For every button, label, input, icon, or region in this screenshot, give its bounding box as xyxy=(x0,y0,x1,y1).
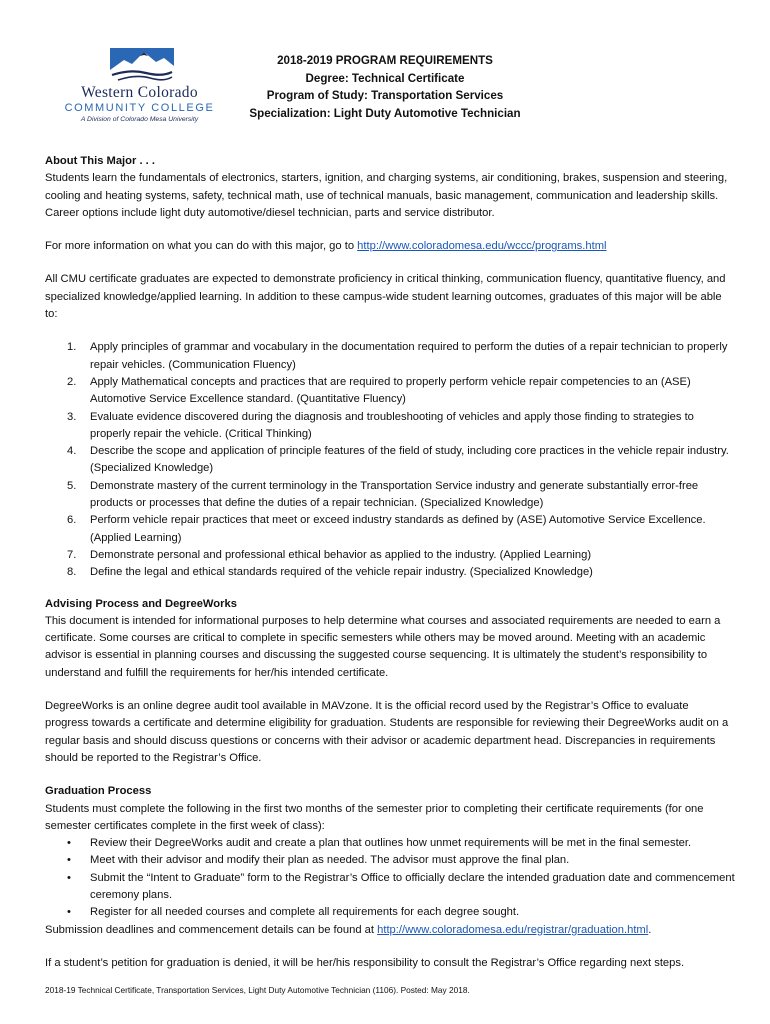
more-info-text: For more information on what you can do with this major, go to xyxy=(45,240,358,253)
list-item: • Register for all needed courses and complete all requirements for each degree sought. xyxy=(45,904,735,921)
list-item: 1. Apply principles of grammar and vocabulary in the documentation required to perform the duties of a repair technician to properly repair vehicles. (Communication Fluency) xyxy=(67,341,728,371)
advising-heading: Advising Process and DegreeWorks xyxy=(45,597,237,610)
header-degree: Degree: Technical Certificate xyxy=(305,71,465,85)
list-item: 3. Evaluate evidence discovered during the diagnosis and troubleshooting of vehicles and apply those finding to strategies to properly repair the vehicle. (Critical Thinking) xyxy=(67,410,694,440)
deadlines-paragraph: Submission deadlines and commencement details can be found at http://www.coloradomesa.edu/registrar/graduation.html. xyxy=(45,923,652,936)
page-footer: 2018-19 Technical Certificate, Transportation Services, Light Duty Automotive Technician (1106). Posted: May 2018. xyxy=(45,985,470,995)
programs-link[interactable]: http://www.coloradomesa.edu/wccc/programs.html xyxy=(357,240,607,253)
outcomes-intro: All CMU certificate graduates are expected to demonstrate proficiency in critical thinking, communication fluency, quantitative fluency, and specialized knowledge/applied learning. In addition to these campus-wide student learning outcomes, graduates of this major will be able to: xyxy=(45,273,726,321)
bullet-icon: • xyxy=(67,837,71,850)
graduation-link[interactable]: http://www.coloradomesa.edu/registrar/graduation.html xyxy=(377,923,649,936)
bullet-icon: • xyxy=(67,854,71,867)
petition-paragraph: If a student’s petition for graduation is denied, it will be her/his responsibility to consult the Registrar’s Office regarding next steps. xyxy=(45,956,685,969)
college-logo xyxy=(52,48,227,126)
about-paragraph: Students learn the fundamentals of electronics, starters, ignition, and charging systems, air conditioning, brakes, suspension and steering, cooling and heating systems, safety, technical math, use of technical manuals, basic management, communication and leadership skills. Career options include light duty automotive/diesel technician, parts and service distributor. xyxy=(45,172,728,219)
bullet-icon: • xyxy=(67,871,71,884)
advising-paragraph: This document is intended for informational purposes to help determine what courses and associated requirements are needed to earn a certificate. Some courses are critical to complete in specific semesters while others may be moved around. Meeting with an academic advisor is essential in planning courses and discussing the suggested course sequencing. It is ultimately the student’s responsibility to understand and fulfill the requirements for her/his intended certificate. xyxy=(45,614,721,679)
list-item: 4. Describe the scope and application of principle features of the field of study, including core practices in the vehicle repair industry. (Specialized Knowledge) xyxy=(67,445,729,475)
graduation-steps-list xyxy=(45,835,735,921)
outcomes-list xyxy=(45,339,735,581)
logo-wordmark: Western Colorado xyxy=(81,84,198,101)
graduation-intro: Students must complete the following in the first two months of the semester prior to completing their certificate requirements (for one semester certificates complete in the first week of class): xyxy=(45,802,704,832)
graduation-heading: Graduation Process xyxy=(45,785,152,798)
list-item: • Review their DegreeWorks audit and create a plan that outlines how unmet requirements will be met in the final semester. xyxy=(45,835,735,852)
list-item: 6. Perform vehicle repair practices that meet or exceed industry standards as defined by (ASE) Automotive Service Excellence. (Applied Learning) xyxy=(67,514,706,544)
header-specialization: Specialization: Light Duty Automotive Technician xyxy=(249,106,521,120)
list-item: 8. Define the legal and ethical standards required of the vehicle repair industry. (Specialized Knowledge) xyxy=(67,566,593,579)
logo-subtitle: COMMUNITY COLLEGE xyxy=(64,102,215,114)
list-item: 2. Apply Mathematical concepts and practices that are required to properly perform vehicle repair competencies to an (ASE) Automotive Service Excellence standard. (Quantitative Fluency) xyxy=(67,375,691,406)
list-item: • Submit the “Intent to Graduate” form to the Registrar’s Office to officially declare the intended graduation date and commencement ceremony plans. xyxy=(67,871,735,901)
list-item: • Meet with their advisor and modify their plan as needed. The advisor must approve the final plan. xyxy=(45,852,735,869)
bullet-icon: • xyxy=(67,906,71,919)
about-heading: About This Major . . . xyxy=(45,155,156,167)
header-program: Program of Study: Transportation Services xyxy=(266,89,504,102)
degreeworks-paragraph: DegreeWorks is an online degree audit tool available in MAVzone. It is the official record used by the Registrar’s Office to evaluate progress towards a certificate and determine eligibility for graduation. Students are responsible for reviewing their DegreeWorks audit on a regular basis and should discuss questions or concerns with their advisor or academic department head. Discrepancies in requirements should be reported to the Registrar’s Office. xyxy=(45,700,729,764)
header-year: 2018-2019 PROGRAM REQUIREMENTS xyxy=(277,54,493,67)
document-header xyxy=(240,52,530,122)
mountain-logo-icon xyxy=(110,48,174,82)
list-item: 5. Demonstrate mastery of the current terminology in the Transportation Service industry and generate substantially error-free products or processes that define the duties of a repair technician. (Specialized Knowledge) xyxy=(67,479,699,510)
logo-division: A Division of Colorado Mesa University xyxy=(80,116,199,123)
more-info-paragraph xyxy=(45,238,735,255)
document-body xyxy=(45,153,735,972)
list-item: 7. Demonstrate personal and professional ethical behavior as applied to the industry. (Applied Learning) xyxy=(67,548,592,561)
